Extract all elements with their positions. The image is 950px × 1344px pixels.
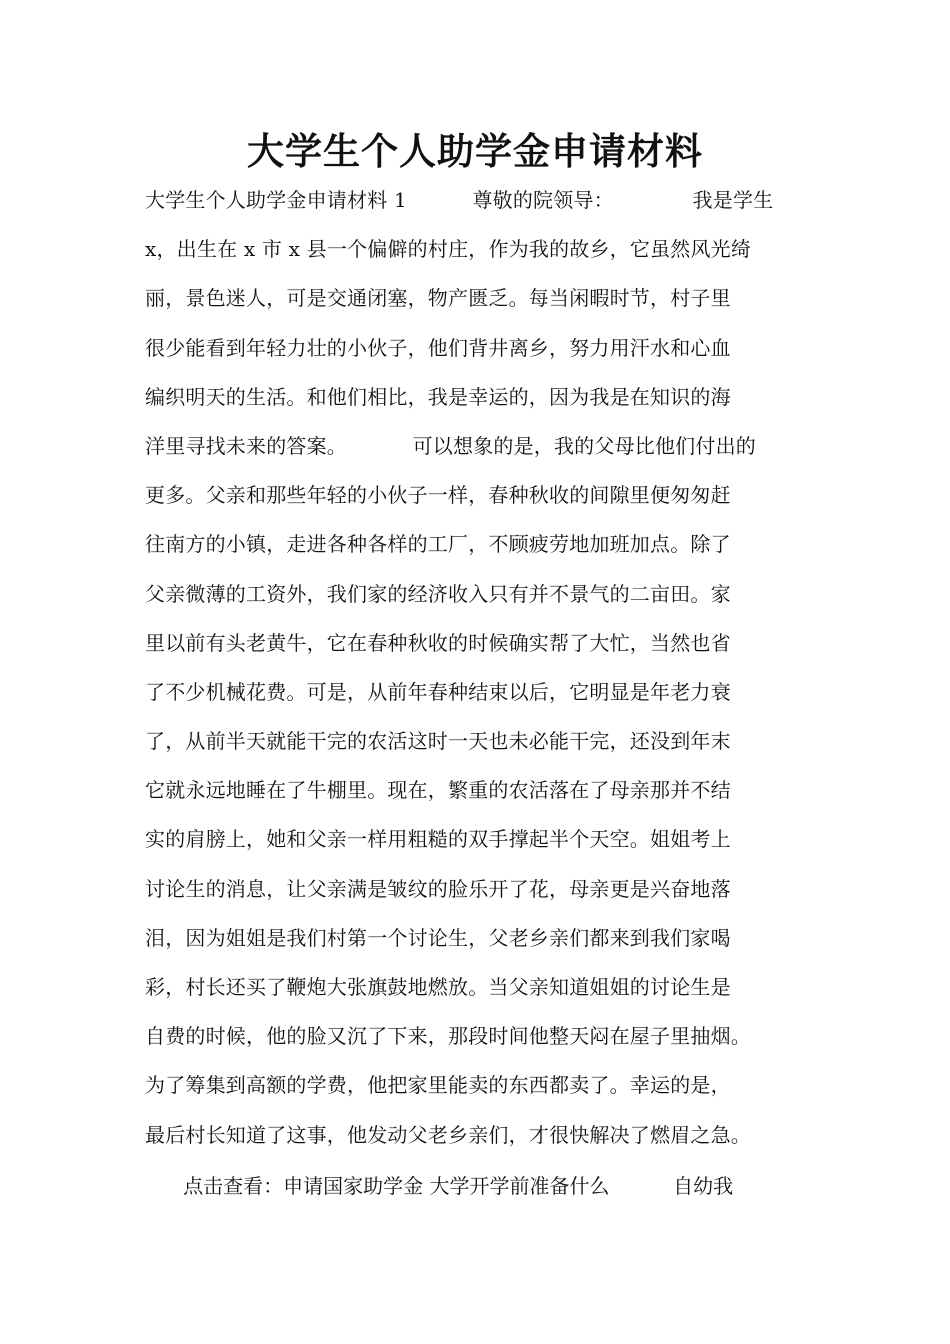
body-line: 实的肩膀上，她和父亲一样用粗糙的双手撑起半个天空。姐姐考上 bbox=[145, 827, 731, 852]
document-body bbox=[145, 176, 825, 1211]
continuation-text: 自幼我 bbox=[673, 1173, 734, 1198]
body-line: 彩，村长还买了鞭炮大张旗鼓地燃放。当父亲知道姐姐的讨论生是 bbox=[145, 975, 731, 999]
link-apply-national-grant[interactable]: 申请国家助学金 bbox=[283, 1173, 424, 1198]
body-line: 为了筹集到高额的学费，他把家里能卖的东西都卖了。幸运的是， bbox=[145, 1073, 731, 1098]
document-title: 大学生个人助学金申请材料 bbox=[247, 130, 703, 173]
body-line: 大学生个人助学金申请材料 1 尊敬的院领导： 我是学生 bbox=[145, 188, 774, 212]
body-line: 洋里寻找未来的答案。 可以想象的是，我的父母比他们付出的 bbox=[145, 433, 756, 458]
related-links-line bbox=[145, 1162, 825, 1211]
body-line: 讨论生的消息，让父亲满是皱纹的脸乐开了花，母亲更是兴奋地落 bbox=[145, 876, 731, 901]
body-line: 编织明天的生活。和他们相比，我是幸运的，因为我是在知识的海 bbox=[145, 384, 731, 409]
body-line: 丽，景色迷人，可是交通闭塞，物产匮乏。每当闲暇时节，村子里 bbox=[145, 286, 731, 311]
link-pre-college-preparation[interactable]: 大学开学前准备什么 bbox=[429, 1173, 610, 1198]
body-line: x，出生在 x 市 x 县一个偏僻的村庄，作为我的故乡，它虽然风光绮 bbox=[145, 237, 752, 262]
body-line: 很少能看到年轻力壮的小伙子，他们背井离乡，努力用汗水和心血 bbox=[145, 335, 731, 360]
body-line: 最后村长知道了这事，他发动父老乡亲们，才很快解决了燃眉之急。 bbox=[145, 1122, 751, 1147]
body-line: 了不少机械花费。可是，从前年春种结束以后，它明显是年老力衰 bbox=[145, 679, 731, 704]
body-line: 父亲微薄的工资外，我们家的经济收入只有并不景气的二亩田。家 bbox=[145, 581, 731, 606]
related-links-label: 点击查看： bbox=[183, 1173, 284, 1198]
body-line: 往南方的小镇，走进各种各样的工厂，不顾疲劳地加班加点。除了 bbox=[145, 532, 731, 557]
body-line: 它就永远地睡在了牛棚里。现在，繁重的农活落在了母亲那并不结 bbox=[145, 778, 731, 803]
body-line: 了，从前半天就能干完的农活这时一天也未必能干完，还没到年末 bbox=[145, 729, 731, 754]
body-line: 更多。父亲和那些年轻的小伙子一样，春种秋收的间隙里便匆匆赶 bbox=[145, 483, 731, 508]
body-line: 里以前有头老黄牛，它在春种秋收的时候确实帮了大忙，当然也省 bbox=[145, 630, 731, 655]
body-line: 泪，因为姐姐是我们村第一个讨论生，父老乡亲们都来到我们家喝 bbox=[145, 925, 731, 950]
body-line: 自费的时候，他的脸又沉了下来，那段时间他整天闷在屋子里抽烟。 bbox=[145, 1024, 751, 1049]
